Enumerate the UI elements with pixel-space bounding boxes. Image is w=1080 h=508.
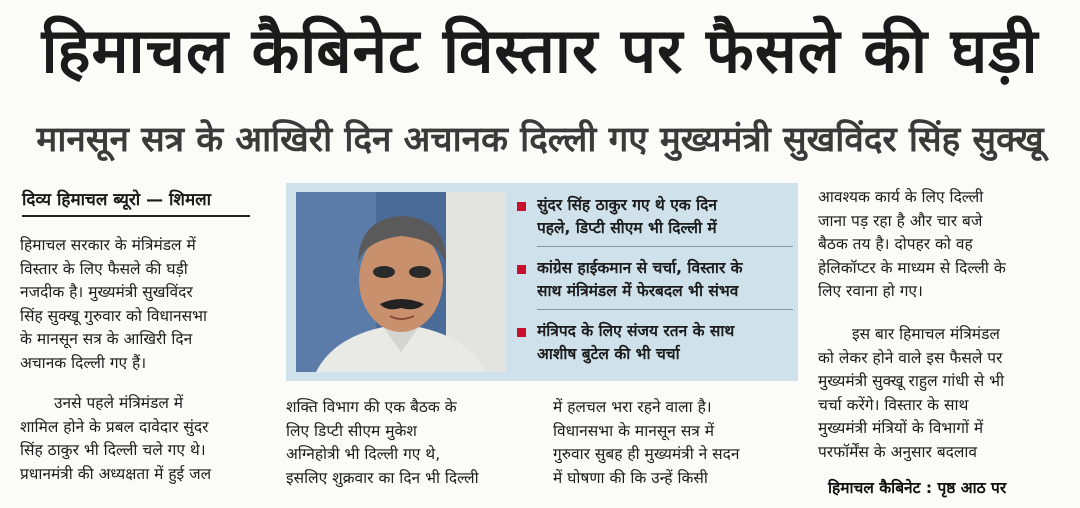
- column-1-paragraph-2: [20, 392, 268, 486]
- text-line: लिए डिप्टी सीएम मुकेश: [286, 421, 417, 440]
- text-line: सुंदर सिंह ठाकुर गए थे एक दिन: [537, 196, 717, 214]
- text-line: अग्निहोत्री भी दिल्ली गए थे,: [286, 445, 441, 463]
- text-line: मुख्यमंत्री मंत्रियों के विभागों में: [818, 419, 984, 437]
- text-line: आवश्यक कार्य के लिए दिल्ली: [818, 188, 984, 206]
- text-line: प्रधानमंत्री की अध्यक्षता में हुई जल: [20, 464, 212, 483]
- continued-on-page-note: हिमाचल कैबिनेट : पृष्ठ आठ पर: [828, 479, 1007, 497]
- bullet-square-icon: [517, 328, 526, 337]
- text-line: गुरुवार सुबह ही मुख्यमंत्री ने सदन: [553, 445, 740, 463]
- text-line: अचानक दिल्ली गए हैं।: [20, 353, 147, 372]
- text-line: इस बार हिमाचल मंत्रिमंडल: [852, 325, 1000, 343]
- headline: हिमाचल कैबिनेट विस्तार पर फैसले की घड़ी: [41, 14, 1039, 87]
- text-line: चर्चा करेंगे। विस्तार के साथ: [818, 395, 969, 414]
- column-2: [286, 396, 536, 490]
- column-4-paragraph-2: [818, 323, 1068, 464]
- text-line: लिए रवाना हो गए।: [818, 282, 923, 300]
- text-line: कांग्रेस हाईकमान से चर्चा, विस्तार के: [537, 259, 743, 277]
- divider: [537, 309, 793, 310]
- text-line: विधानसभा के मानसून सत्र में: [553, 421, 715, 440]
- column-4-paragraph-1: [818, 186, 1068, 304]
- text-line: परफॉर्मेंस के अनुसार बदलाव: [818, 442, 978, 461]
- portrait-illustration: [296, 192, 506, 372]
- text-line: विस्तार के लिए फैसले की घड़ी: [20, 259, 188, 278]
- text-line: नजदीक है। मुख्यमंत्री सुखविंदर: [20, 283, 193, 301]
- text-line: शक्ति विभाग की एक बैठक के: [286, 398, 457, 416]
- text-line: मंत्रिपद के लिए संजय रतन के साथ: [537, 322, 735, 340]
- divider: [537, 246, 793, 247]
- text-line: के मानसून सत्र के आखिरी दिन: [20, 330, 193, 348]
- text-line: पहले, डिप्टी सीएम भी दिल्ली में: [537, 219, 717, 237]
- text-line: आशीष बुटेल की भी चर्चा: [537, 345, 680, 363]
- text-line: को लेकर होने वाले इस फैसले पर: [818, 348, 1003, 367]
- column-1-paragraph-1: [20, 234, 268, 375]
- text-line: बैठक तय है। दोपहर को वह: [818, 235, 973, 253]
- text-line: साथ मंत्रिमंडल में फेरबदल भी संभव: [537, 282, 739, 300]
- text-line: में हलचल भरा रहने वाला है।: [553, 398, 712, 416]
- text-line: सिंह सुक्खू गुरुवार को विधानसभा: [20, 306, 208, 325]
- chief-minister-photo: [296, 192, 506, 372]
- text-line: जाना पड़ रहा है और चार बजे: [818, 211, 983, 230]
- column-3: [553, 396, 805, 490]
- text-line: हिमाचल सरकार के मंत्रिमंडल में: [20, 236, 196, 254]
- bullet-square-icon: [517, 202, 526, 211]
- text-line: में घोषणा की कि उन्हें किसी: [553, 468, 708, 487]
- highlight-item: [515, 194, 793, 247]
- text-line: मुख्यमंत्री सुक्खू राहुल गांधी से भी: [818, 372, 1005, 390]
- text-line: इसलिए शुक्रवार का दिन भी दिल्ली: [286, 468, 479, 487]
- subheadline: मानसून सत्र के आखिरी दिन अचानक दिल्ली गए मुख्यमंत्री सुखविंदर सिंह सुक्खू: [36, 120, 1044, 160]
- text-line: हेलिकॉप्टर के माध्यम से दिल्ली के: [818, 258, 1006, 277]
- bullet-square-icon: [517, 265, 526, 274]
- text-line: सिंह ठाकुर भी दिल्ली चले गए थे।: [20, 441, 206, 459]
- text-line: शामिल होने के प्रबल दावेदार सुंदर: [20, 417, 209, 436]
- text-line: उनसे पहले मंत्रिमंडल में: [54, 394, 184, 412]
- highlight-item: [515, 320, 793, 366]
- highlight-item: [515, 257, 793, 310]
- highlight-list: [515, 194, 793, 376]
- byline: दिव्य हिमाचल ब्यूरो — शिमला: [22, 185, 250, 217]
